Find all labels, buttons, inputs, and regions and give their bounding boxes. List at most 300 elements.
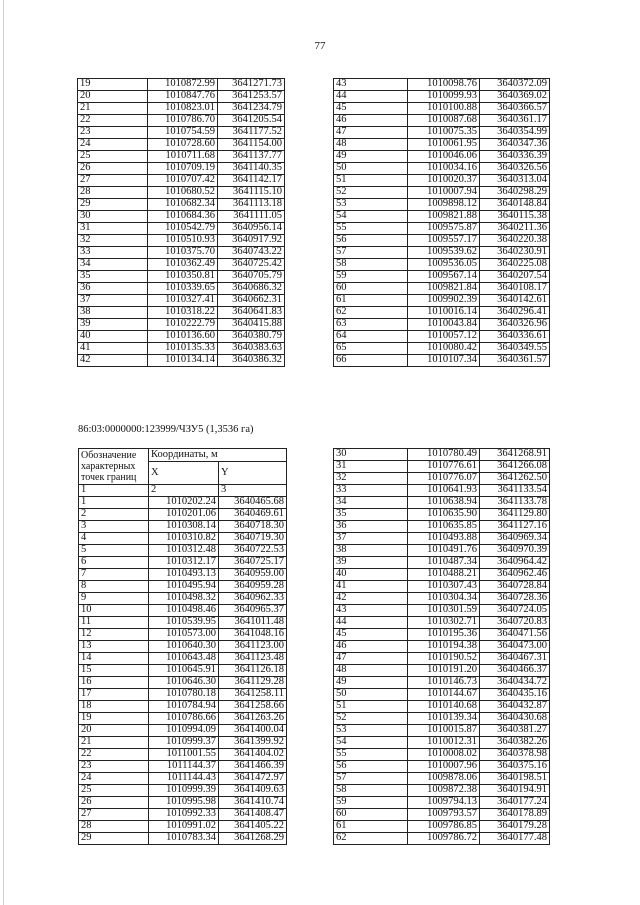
y-coordinate: 3640336.61 [480,331,550,343]
point-number: 45 [334,629,408,641]
y-coordinate: 3641133.54 [480,485,550,497]
point-number: 42 [334,593,408,605]
y-coordinate: 3640965.37 [219,605,287,617]
x-coordinate: 1010872.99 [148,79,218,91]
x-coordinate: 1010146.73 [408,677,480,689]
table-row [78,331,285,343]
point-number: 17 [79,689,149,701]
point-number: 41 [334,581,408,593]
x-coordinate: 1010016.14 [408,307,480,319]
y-coordinate: 3640956.14 [218,223,285,235]
table-row [79,809,287,821]
coordinates-header: Координаты, м [149,449,287,462]
x-coordinate: 1009567.14 [408,271,480,283]
x-coordinate: 1010034.16 [408,163,480,175]
x-coordinate: 1010573.00 [149,629,219,641]
x-coordinate: 1010783.34 [149,833,219,845]
table-row [79,653,287,665]
y-coordinate: 3640434.72 [480,677,550,689]
table-row [334,653,550,665]
y-coordinate: 3640177.24 [480,797,550,809]
column-number-3: 3 [219,485,287,497]
table-row [334,259,550,271]
designation-header: Обозначение характерных точек границ [79,449,149,485]
y-coordinate: 3641268.29 [219,833,287,845]
point-number: 43 [334,605,408,617]
point-number: 25 [79,785,149,797]
point-number: 44 [334,91,408,103]
x-coordinate: 1010043.84 [408,319,480,331]
x-coordinate: 1010542.79 [148,223,218,235]
table-row [334,485,550,497]
x-coordinate: 1009539.62 [408,247,480,259]
table-row [334,557,550,569]
table-row [79,701,287,713]
y-coordinate: 3641123.00 [219,641,287,653]
point-number: 23 [78,127,148,139]
y-coordinate: 3640381.27 [480,725,550,737]
point-number: 37 [334,533,408,545]
table-row [78,127,285,139]
point-number: 58 [334,259,408,271]
point-number: 47 [334,653,408,665]
x-coordinate: 1010195.36 [408,629,480,641]
x-coordinate: 1010136.60 [148,331,218,343]
point-number: 20 [79,725,149,737]
x-coordinate: 1010312.17 [149,557,219,569]
table-row [334,355,550,367]
y-coordinate: 3641126.18 [219,665,287,677]
table-row [79,761,287,773]
x-coordinate: 1010786.66 [149,713,219,725]
point-number: 35 [334,509,408,521]
table-row [334,821,550,833]
table-row [334,545,550,557]
x-coordinate: 1010046.06 [408,151,480,163]
table-row [79,605,287,617]
table-row [79,833,287,845]
y-coordinate: 3640471.56 [480,629,550,641]
point-number: 52 [334,187,408,199]
point-number: 55 [334,223,408,235]
y-coordinate: 3640465.68 [219,497,287,509]
point-number: 46 [334,115,408,127]
y-coordinate: 3640108.17 [480,283,550,295]
table-row [78,295,285,307]
x-coordinate: 1010308.14 [149,521,219,533]
table-row [78,103,285,115]
y-coordinate: 3641271.73 [218,79,285,91]
table-row [79,557,287,569]
point-number: 36 [334,521,408,533]
y-coordinate: 3640194.91 [480,785,550,797]
table-row [79,785,287,797]
y-coordinate: 3641137.77 [218,151,285,163]
point-number: 32 [334,473,408,485]
table-row [334,473,550,485]
table-row [334,79,550,91]
table-row [78,355,285,367]
point-number: 14 [79,653,149,665]
point-number: 22 [79,749,149,761]
x-coordinate: 1010707.42 [148,175,218,187]
x-coordinate: 1010784.94 [149,701,219,713]
table-row [334,343,550,355]
x-coordinate: 1010999.37 [149,737,219,749]
point-number: 66 [334,355,408,367]
y-coordinate: 3641129.80 [480,509,550,521]
point-number: 32 [78,235,148,247]
y-coordinate: 3641140.35 [218,163,285,175]
table-row [334,725,550,737]
y-coordinate: 3640719.30 [219,533,287,545]
x-coordinate: 1010680.52 [148,187,218,199]
table-row [79,677,287,689]
table-row [79,569,287,581]
table-row [334,163,550,175]
x-coordinate: 1010995.98 [149,797,219,809]
table-row [334,271,550,283]
x-coordinate: 1010134.14 [148,355,218,367]
table-row [78,235,285,247]
table-row [79,509,287,521]
y-coordinate: 3641258.11 [219,689,287,701]
point-number: 42 [78,355,148,367]
table-row [78,199,285,211]
y-coordinate: 3640198.51 [480,773,550,785]
point-number: 43 [334,79,408,91]
point-number: 39 [78,319,148,331]
point-number: 54 [334,211,408,223]
x-coordinate: 1010080.42 [408,343,480,355]
table-row [334,509,550,521]
point-number: 26 [78,163,148,175]
table-row [79,629,287,641]
y-coordinate: 3641466.39 [219,761,287,773]
x-coordinate: 1009786.85 [408,821,480,833]
x-coordinate: 1009575.87 [408,223,480,235]
point-number: 60 [334,809,408,821]
table-row [334,127,550,139]
x-coordinate: 1009786.72 [408,833,480,845]
point-number: 53 [334,725,408,737]
x-coordinate: 1009898.12 [408,199,480,211]
point-number: 4 [79,533,149,545]
point-number: 19 [79,713,149,725]
table-row [334,773,550,785]
y-coordinate: 3640211.36 [480,223,550,235]
table-row [78,247,285,259]
point-number: 7 [79,569,149,581]
y-coordinate: 3641268.91 [480,449,550,461]
y-coordinate: 3641127.16 [480,521,550,533]
point-number: 63 [334,319,408,331]
x-coordinate: 1009536.05 [408,259,480,271]
table-row [334,199,550,211]
x-coordinate: 1010510.93 [148,235,218,247]
table-row [334,521,550,533]
point-number: 11 [79,617,149,629]
y-coordinate: 3640361.57 [480,355,550,367]
y-coordinate: 3640469.61 [219,509,287,521]
y-coordinate: 3640178.89 [480,809,550,821]
point-number: 47 [334,127,408,139]
x-coordinate: 1010302.71 [408,617,480,629]
y-coordinate: 3641405.22 [219,821,287,833]
y-coordinate: 3641262.50 [480,473,550,485]
y-coordinate: 3640347.36 [480,139,550,151]
y-coordinate: 3640473.00 [480,641,550,653]
point-number: 38 [334,545,408,557]
table-row [334,737,550,749]
y-header: Y [219,461,287,484]
table-row [334,677,550,689]
x-coordinate: 1010992.33 [149,809,219,821]
x-coordinate: 1010075.35 [408,127,480,139]
table-row [334,533,550,545]
x-coordinate: 1010487.34 [408,557,480,569]
y-coordinate: 3640432.87 [480,701,550,713]
table-row [334,211,550,223]
table-row [78,271,285,283]
x-coordinate: 1010498.32 [149,593,219,605]
x-coordinate: 1009793.57 [408,809,480,821]
y-coordinate: 3640641.83 [218,307,285,319]
y-coordinate: 3641123.48 [219,653,287,665]
table-row [78,115,285,127]
x-coordinate: 1010144.67 [408,689,480,701]
x-coordinate: 1010641.93 [408,485,480,497]
table-row [334,629,550,641]
point-number: 61 [334,295,408,307]
y-coordinate: 3640313.04 [480,175,550,187]
y-coordinate: 3640386.32 [218,355,285,367]
x-coordinate: 1010007.94 [408,187,480,199]
y-coordinate: 3640177.48 [480,833,550,845]
point-number: 40 [78,331,148,343]
x-coordinate: 1010015.87 [408,725,480,737]
y-coordinate: 3640962.46 [480,569,550,581]
x-coordinate: 1010310.82 [149,533,219,545]
point-number: 41 [78,343,148,355]
x-coordinate: 1010728.60 [148,139,218,151]
y-coordinate: 3640298.29 [480,187,550,199]
point-number: 50 [334,689,408,701]
point-number: 6 [79,557,149,569]
point-number: 51 [334,701,408,713]
y-coordinate: 3640207.54 [480,271,550,283]
x-coordinate: 1010362.49 [148,259,218,271]
x-coordinate: 1010191.20 [408,665,480,677]
point-number: 39 [334,557,408,569]
y-coordinate: 3641408.47 [219,809,287,821]
point-number: 15 [79,665,149,677]
x-coordinate: 1010327.41 [148,295,218,307]
point-number: 31 [78,223,148,235]
point-number: 3 [79,521,149,533]
table-row [78,175,285,187]
point-number: 30 [334,449,408,461]
x-coordinate: 1010823.01 [148,103,218,115]
y-coordinate: 3640115.38 [480,211,550,223]
table-row [79,773,287,785]
x-coordinate: 1010222.79 [148,319,218,331]
y-coordinate: 3640743.22 [218,247,285,259]
table-row [334,223,550,235]
x-coordinate: 1010201.06 [149,509,219,521]
x-coordinate: 1010991.02 [149,821,219,833]
y-coordinate: 3640969.34 [480,533,550,545]
y-coordinate: 3641266.08 [480,461,550,473]
x-coordinate: 1009821.84 [408,283,480,295]
x-coordinate: 1010488.21 [408,569,480,581]
y-coordinate: 3640728.84 [480,581,550,593]
table-row [79,689,287,701]
y-coordinate: 3641472.97 [219,773,287,785]
point-number: 24 [78,139,148,151]
table-row [334,103,550,115]
point-number: 37 [78,295,148,307]
point-number: 54 [334,737,408,749]
point-number: 21 [79,737,149,749]
y-coordinate: 3640380.79 [218,331,285,343]
y-coordinate: 3641263.26 [219,713,287,725]
y-coordinate: 3640220.38 [480,235,550,247]
table-row [334,497,550,509]
y-coordinate: 3640375.16 [480,761,550,773]
y-coordinate: 3640366.57 [480,103,550,115]
table-row [79,749,287,761]
point-number: 18 [79,701,149,713]
table-row [334,797,550,809]
parcel-label: 86:03:0000000:123999/ЧЗУ5 (1,3536 га) [78,424,254,435]
y-coordinate: 3640326.96 [480,319,550,331]
y-coordinate: 3641115.10 [218,187,285,199]
y-coordinate: 3641048.16 [219,629,287,641]
y-coordinate: 3640336.39 [480,151,550,163]
point-number: 60 [334,283,408,295]
x-coordinate: 1010635.85 [408,521,480,533]
point-number: 38 [78,307,148,319]
table-row [79,641,287,653]
x-coordinate: 1009878.06 [408,773,480,785]
x-coordinate: 1010682.34 [148,199,218,211]
y-coordinate: 3641410.74 [219,797,287,809]
table-row [334,713,550,725]
table-row [79,521,287,533]
x-coordinate: 1010776.61 [408,461,480,473]
y-coordinate: 3641404.02 [219,749,287,761]
point-number: 52 [334,713,408,725]
point-number: 1 [79,497,149,509]
table-row [79,665,287,677]
x-coordinate: 1010007.96 [408,761,480,773]
point-number: 20 [78,91,148,103]
table-row [334,151,550,163]
x-coordinate: 1010493.88 [408,533,480,545]
x-coordinate: 1010709.19 [148,163,218,175]
point-number: 2 [79,509,149,521]
y-coordinate: 3640962.33 [219,593,287,605]
point-number: 65 [334,343,408,355]
x-header: X [149,461,219,484]
table-row [79,797,287,809]
y-coordinate: 3640705.79 [218,271,285,283]
table-row [78,307,285,319]
y-coordinate: 3641011.48 [219,617,287,629]
table-row [334,319,550,331]
y-coordinate: 3640378.98 [480,749,550,761]
x-coordinate: 1010087.68 [408,115,480,127]
table-row [334,139,550,151]
x-coordinate: 1010780.49 [408,449,480,461]
table-row [78,91,285,103]
y-coordinate: 3640296.41 [480,307,550,319]
table-row [79,737,287,749]
point-number: 36 [78,283,148,295]
x-coordinate: 1010190.52 [408,653,480,665]
y-coordinate: 3640970.39 [480,545,550,557]
x-coordinate: 1010350.81 [148,271,218,283]
x-coordinate: 1009872.38 [408,785,480,797]
y-coordinate: 3640372.09 [480,79,550,91]
column-number-2: 2 [149,485,219,497]
point-number: 56 [334,235,408,247]
y-coordinate: 3640382.26 [480,737,550,749]
x-coordinate: 1010776.07 [408,473,480,485]
point-number: 8 [79,581,149,593]
point-number: 51 [334,175,408,187]
x-coordinate: 1010307.43 [408,581,480,593]
point-number: 49 [334,151,408,163]
point-number: 19 [78,79,148,91]
page-number: 77 [314,40,326,52]
point-number: 16 [79,677,149,689]
x-coordinate: 1010140.68 [408,701,480,713]
y-coordinate: 3640964.42 [480,557,550,569]
x-coordinate: 1009794.13 [408,797,480,809]
table-row [78,163,285,175]
point-number: 5 [79,545,149,557]
point-number: 29 [78,199,148,211]
table-row [334,665,550,677]
table-row [334,331,550,343]
y-coordinate: 3640720.83 [480,617,550,629]
y-coordinate: 3641129.28 [219,677,287,689]
x-coordinate: 1010847.76 [148,91,218,103]
x-coordinate: 1010635.90 [408,509,480,521]
x-coordinate: 1011144.43 [149,773,219,785]
point-number: 10 [79,605,149,617]
table-row [78,139,285,151]
y-coordinate: 3641177.52 [218,127,285,139]
point-number: 26 [79,797,149,809]
x-coordinate: 1009557.17 [408,235,480,247]
x-coordinate: 1010202.24 [149,497,219,509]
table-row [79,497,287,509]
x-coordinate: 1009902.39 [408,295,480,307]
y-coordinate: 3641142.17 [218,175,285,187]
coordinates-table-top-right [333,78,550,367]
y-coordinate: 3640230.91 [480,247,550,259]
y-coordinate: 3640724.05 [480,605,550,617]
table-row [79,725,287,737]
y-coordinate: 3640349.55 [480,343,550,355]
x-coordinate: 1010780.18 [149,689,219,701]
y-coordinate: 3641111.05 [218,211,285,223]
y-coordinate: 3641409.63 [219,785,287,797]
y-coordinate: 3640725.42 [218,259,285,271]
